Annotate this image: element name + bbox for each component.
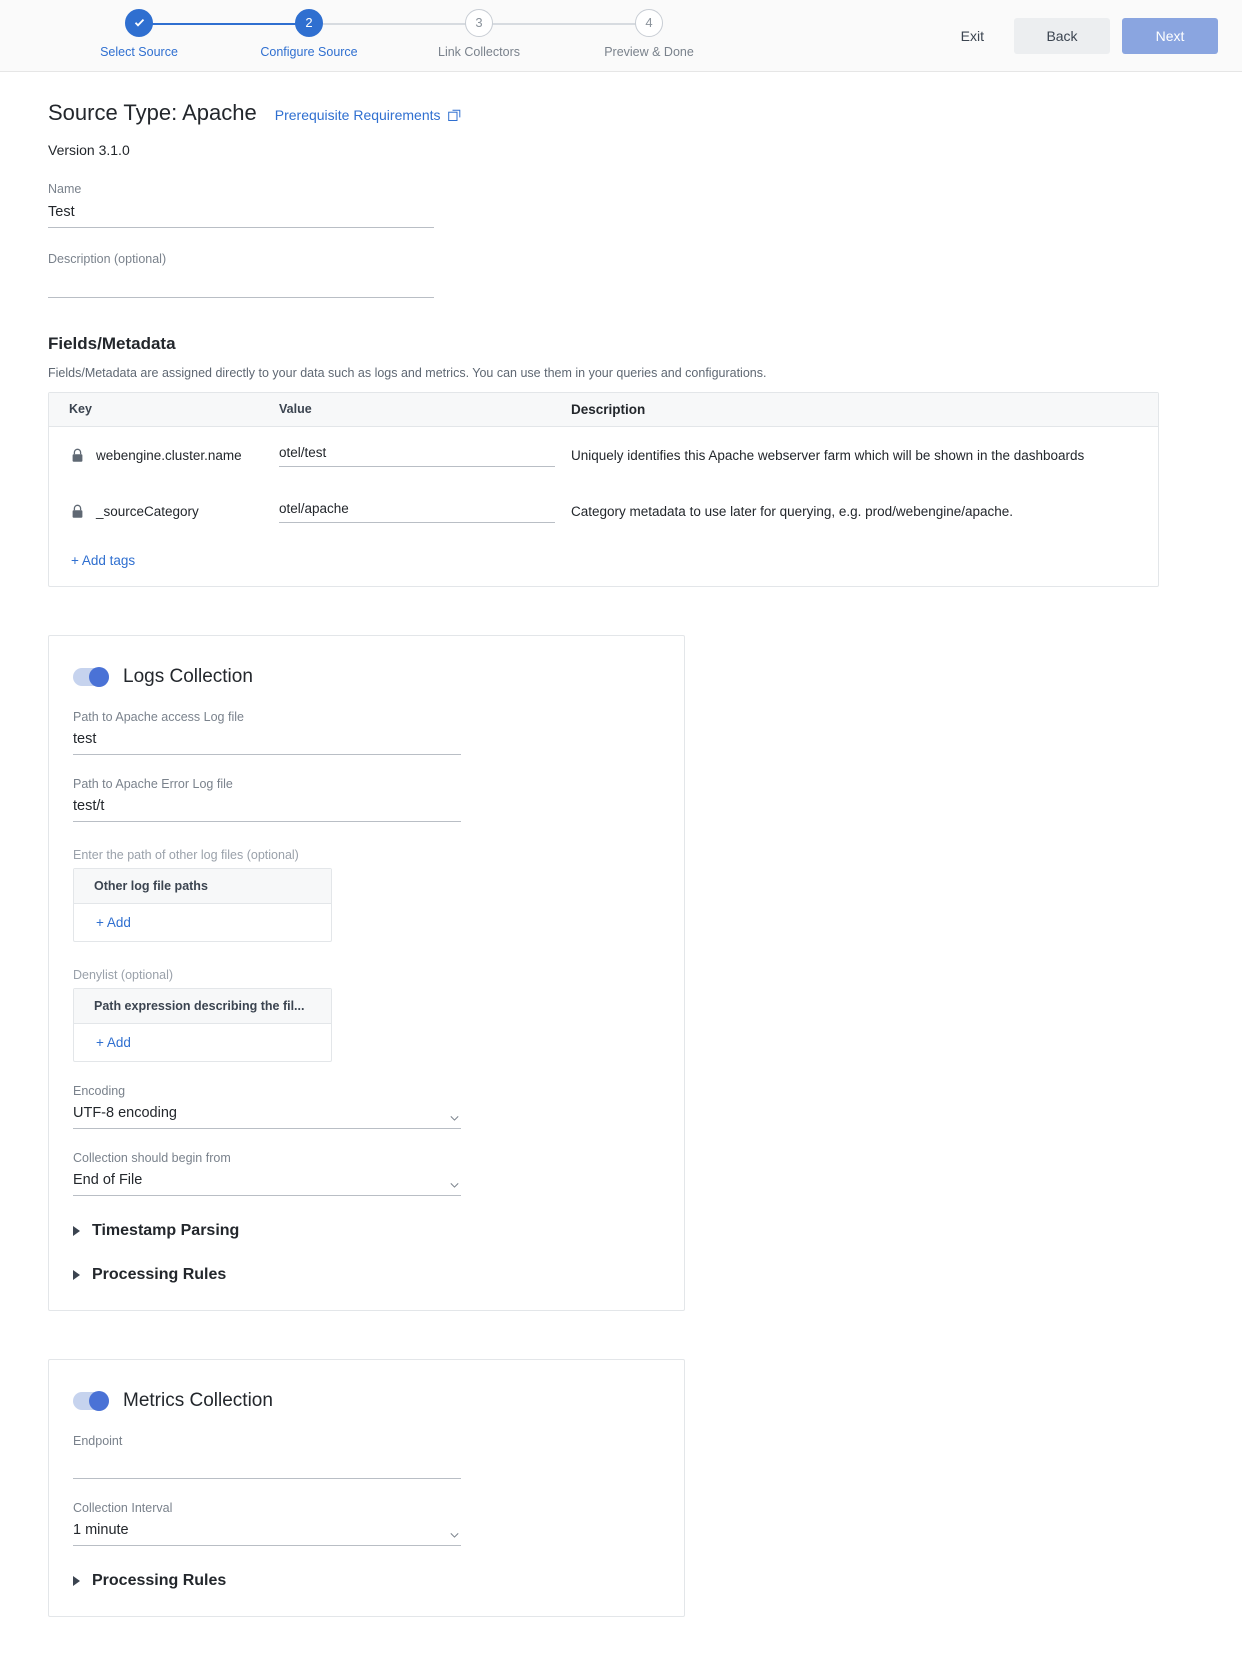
name-input[interactable] <box>48 201 434 228</box>
begin-from-field-group <box>73 1151 461 1196</box>
metrics-collection-toggle[interactable] <box>73 1392 109 1410</box>
table-row <box>49 483 1158 539</box>
logs-processing-rules-accordion[interactable] <box>73 1266 660 1284</box>
error-log-field-group <box>73 777 461 822</box>
denylist-box <box>73 988 332 1062</box>
exit-button[interactable]: Exit <box>943 18 1002 54</box>
fields-metadata-title: Fields/Metadata <box>48 334 176 353</box>
access-log-field-group <box>73 710 461 755</box>
step-3-number: 3 <box>465 9 493 37</box>
metrics-collection-card <box>48 1359 685 1617</box>
other-log-paths-label: Enter the path of other log files (optional) <box>73 848 299 862</box>
collection-interval-field-group <box>73 1501 461 1546</box>
metrics-processing-rules-accordion[interactable] <box>73 1572 660 1590</box>
endpoint-field-group <box>73 1434 461 1479</box>
step-connector-2 <box>309 23 479 25</box>
other-log-paths-add-button[interactable]: + Add <box>96 915 131 930</box>
denylist-add-button[interactable]: + Add <box>96 1035 131 1050</box>
prerequisite-link-label: Prerequisite Requirements <box>274 107 441 123</box>
metadata-value-input[interactable] <box>279 499 555 523</box>
logs-collection-title: Logs Collection <box>123 666 253 687</box>
wizard-actions <box>943 18 1218 54</box>
logs-collection-toggle[interactable] <box>73 668 109 686</box>
prerequisite-requirements-link[interactable] <box>275 107 461 123</box>
access-log-input[interactable] <box>73 728 461 755</box>
logs-collection-card <box>48 635 685 1311</box>
begin-from-select[interactable] <box>73 1169 461 1196</box>
metrics-collection-title: Metrics Collection <box>123 1390 273 1411</box>
lock-icon <box>71 448 84 463</box>
wizard-step-label: Select Source <box>100 44 178 59</box>
name-label: Name <box>48 182 82 196</box>
wizard-step-label: Preview & Done <box>604 44 694 59</box>
access-log-label: Path to Apache access Log file <box>73 710 244 724</box>
step-2-number: 2 <box>295 9 323 37</box>
denylist-label: Denylist (optional) <box>73 968 174 982</box>
add-tags-button[interactable]: + Add tags <box>71 553 136 568</box>
step-4-number: 4 <box>635 9 663 37</box>
table-header-row <box>49 393 1158 427</box>
encoding-select[interactable] <box>73 1102 461 1129</box>
name-field-group <box>48 182 434 228</box>
step-connector-3 <box>479 23 649 25</box>
back-button[interactable]: Back <box>1014 18 1110 54</box>
other-log-paths-header: Other log file paths <box>74 869 331 904</box>
error-log-label: Path to Apache Error Log file <box>73 777 233 791</box>
collection-interval-select[interactable] <box>73 1519 461 1546</box>
step-1-check-icon <box>125 9 153 37</box>
fields-metadata-description: Fields/Metadata are assigned directly to your data such as logs and metrics. You can use them in your queries and configurations. <box>48 366 767 380</box>
column-header-description: Description <box>571 402 646 417</box>
error-log-input[interactable] <box>73 795 461 822</box>
endpoint-input[interactable] <box>73 1452 461 1479</box>
chevron-right-icon <box>73 1270 80 1280</box>
metrics-processing-rules-label: Processing Rules <box>92 1572 227 1589</box>
column-header-key: Key <box>69 402 92 416</box>
metadata-key: _sourceCategory <box>96 503 199 519</box>
timestamp-parsing-accordion[interactable] <box>73 1222 660 1240</box>
wizard-step-select-source[interactable] <box>54 9 224 59</box>
chevron-right-icon <box>73 1226 80 1236</box>
chevron-right-icon <box>73 1576 80 1586</box>
fields-metadata-table <box>48 392 1159 587</box>
endpoint-label: Endpoint <box>73 1434 123 1448</box>
logs-collection-header <box>73 666 660 688</box>
page-content <box>0 72 1242 1657</box>
description-field-group <box>48 252 434 298</box>
collection-interval-label: Collection Interval <box>73 1501 173 1515</box>
wizard-step-label: Link Collectors <box>438 44 520 59</box>
begin-from-label: Collection should begin from <box>73 1151 231 1165</box>
wizard-steps <box>54 9 734 59</box>
logs-processing-rules-label: Processing Rules <box>92 1266 227 1283</box>
timestamp-parsing-label: Timestamp Parsing <box>92 1222 240 1239</box>
wizard-step-label: Configure Source <box>260 44 358 59</box>
description-label: Description (optional) <box>48 252 167 266</box>
encoding-label: Encoding <box>73 1084 126 1098</box>
other-log-paths-box <box>73 868 332 942</box>
title-row <box>48 100 1194 126</box>
column-header-value: Value <box>279 402 312 416</box>
wizard-header <box>0 0 1242 72</box>
wizard-step-configure-source[interactable] <box>224 9 394 59</box>
metadata-description: Uniquely identifies this Apache webserver farm which will be shown in the dashboards <box>571 447 1085 463</box>
external-link-icon <box>448 109 461 122</box>
encoding-field-group <box>73 1084 461 1129</box>
metadata-value-input[interactable] <box>279 443 555 467</box>
metadata-description: Category metadata to use later for querying, e.g. prod/webengine/apache. <box>571 503 1014 519</box>
metadata-key: webengine.cluster.name <box>96 447 242 463</box>
table-row <box>49 427 1158 483</box>
wizard-step-preview-done[interactable] <box>564 9 734 59</box>
denylist-header: Path expression describing the fil... <box>74 989 331 1024</box>
next-button[interactable]: Next <box>1122 18 1218 54</box>
wizard-step-link-collectors[interactable] <box>394 9 564 59</box>
version-text: Version 3.1.0 <box>48 142 130 158</box>
page-title: Source Type: Apache <box>48 100 257 125</box>
description-input[interactable] <box>48 271 434 298</box>
step-connector-1 <box>139 23 309 25</box>
lock-icon <box>71 504 84 519</box>
metrics-collection-header <box>73 1390 660 1412</box>
